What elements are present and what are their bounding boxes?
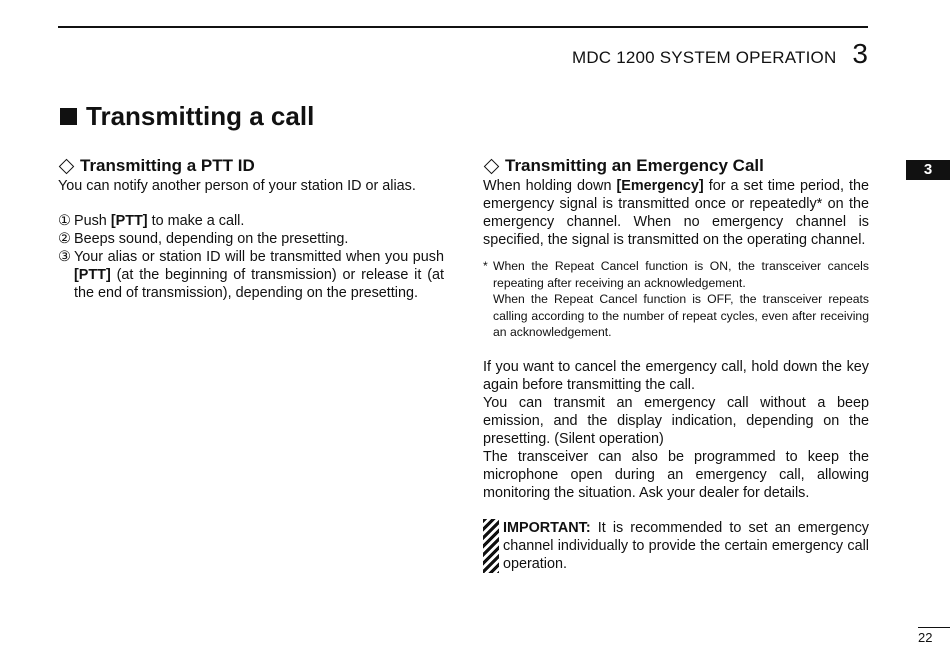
important-text [503, 519, 869, 573]
ptt-id-intro: You can notify another person of your station ID or alias. [58, 178, 416, 194]
black-square-icon [60, 108, 77, 125]
ptt-key-label: [PTT] [110, 213, 148, 229]
footnote [483, 258, 869, 341]
step-3 [58, 248, 444, 302]
footnote-repeat-cancel-on: When the Repeat Cancel function is ON, the transceiver cancels repeating after receiving an acknowledgement. [493, 259, 869, 290]
footnote-asterisk: * [483, 259, 488, 273]
emergency-paragraph-2: If you want to cancel the emergency call, hold down the key again before transmitting the call. [483, 358, 869, 393]
chapter-side-tab: 3 [906, 160, 950, 180]
ptt-id-subhead [58, 155, 444, 177]
section-title [58, 101, 314, 132]
top-rule [58, 26, 868, 28]
hatched-warning-icon [483, 519, 499, 573]
ptt-id-subhead-text: Transmitting a PTT ID [80, 156, 255, 175]
page-number: 22 [918, 630, 933, 645]
step-number: ③ [58, 249, 71, 265]
left-column [58, 155, 444, 302]
emergency-paragraph-3: You can transmit an emergency call without a beep emission, and the display indication, depending on the presetting. (Silent operation) [483, 394, 869, 447]
step-text [74, 212, 444, 230]
step-number: ① [58, 213, 71, 229]
important-label: IMPORTANT: [503, 519, 591, 536]
emergency-key-label: [Emergency] [616, 178, 704, 194]
section-title-text: Transmitting a call [86, 101, 315, 131]
footnote-repeat-cancel-off: When the Repeat Cancel function is OFF, the transceiver repeats calling according to the number of repeat cycles, even after receiving an acknowledgement. [493, 292, 869, 339]
header-title: MDC 1200 SYSTEM OPERATION [571, 48, 837, 67]
emergency-paragraph-1 [483, 177, 869, 249]
step-text-part: Your alias or station ID will be transmitted when you push [74, 249, 444, 265]
step-1 [58, 212, 444, 230]
step-number: ② [58, 231, 71, 247]
header-chapter-number: 3 [852, 38, 868, 69]
paragraph-part: When holding down [483, 178, 617, 194]
emergency-paragraph-4: The transceiver can also be programmed to keep the microphone open during an emergency call, allowing monitoring the situation. Ask your dealer for details. [483, 448, 869, 501]
emergency-subhead-text: Transmitting an Emergency Call [505, 156, 764, 175]
ptt-key-label: [PTT] [74, 267, 111, 283]
step-text: Beeps sound, depending on the presetting. [74, 231, 349, 247]
step-text-part: (at the beginning of transmission) or release it (at the end of transmission), depending on the presetting. [74, 267, 444, 301]
running-header [572, 38, 868, 70]
step-text [74, 248, 444, 302]
important-body: It is recommended to set an emergency channel individually to provide the certain emergency call operation. [503, 519, 869, 572]
step-2 [58, 230, 444, 248]
diamond-icon [59, 158, 75, 174]
diamond-icon [484, 158, 500, 174]
important-note [483, 519, 869, 573]
paragraph-part: for a set time period, the emergency signal is transmitted once or repeatedly* on the emergency channel. When no emergency channel is specified, the signal is transmitted on the operating channel. [483, 178, 869, 248]
page-number-rule [918, 627, 950, 628]
step-text-part: to make a call. [147, 213, 245, 229]
emergency-subhead [483, 155, 869, 177]
step-text-part: Push [74, 213, 111, 229]
right-column [483, 155, 869, 573]
